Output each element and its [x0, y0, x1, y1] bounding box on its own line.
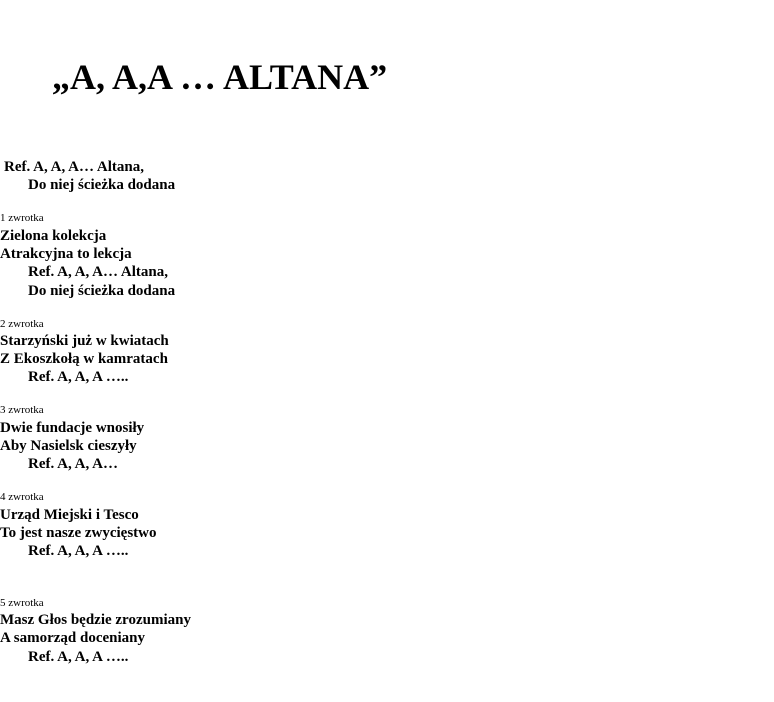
song-title: „A, A,A … ALTANA” [52, 57, 388, 97]
verse-line: Urząd Miejski i Tesco [0, 507, 139, 523]
verse-refrain-line: Ref. A, A, A… [28, 456, 118, 472]
verse-line: Zielona kolekcja [0, 228, 107, 244]
verse-label: 3 zwrotka [0, 404, 44, 416]
verse-line: To jest nasze zwycięstwo [0, 525, 157, 541]
verse-refrain-line: Ref. A, A, A… Altana, [28, 264, 169, 280]
verse-label: 2 zwrotka [0, 318, 44, 330]
verse-line: Starzyński już w kwiatach [0, 333, 169, 349]
verse-line: Z Ekoszkołą w kamratach [0, 351, 168, 367]
verse-label: 4 zwrotka [0, 491, 44, 503]
verse-label: 5 zwrotka [0, 597, 44, 609]
verse-refrain-line: Do niej ścieżka dodana [28, 283, 176, 299]
verse-line: A samorząd doceniany [0, 630, 146, 646]
verse-refrain-line: Ref. A, A, A ….. [28, 649, 129, 665]
verse-refrain-line: Ref. A, A, A ….. [28, 543, 129, 559]
verse-line: Aby Nasielsk cieszyły [0, 438, 137, 454]
verse-line: Dwie fundacje wnosiły [0, 420, 145, 436]
verse-line: Atrakcyjna to lekcja [0, 246, 132, 262]
refrain-line-2: Do niej ścieżka dodana [28, 177, 176, 193]
verse-refrain-line: Ref. A, A, A ….. [28, 369, 129, 385]
refrain-line-1: Ref. A, A, A… Altana, [4, 159, 145, 175]
verse-line: Masz Głos będzie zrozumiany [0, 612, 191, 628]
verse-label: 1 zwrotka [0, 212, 44, 224]
